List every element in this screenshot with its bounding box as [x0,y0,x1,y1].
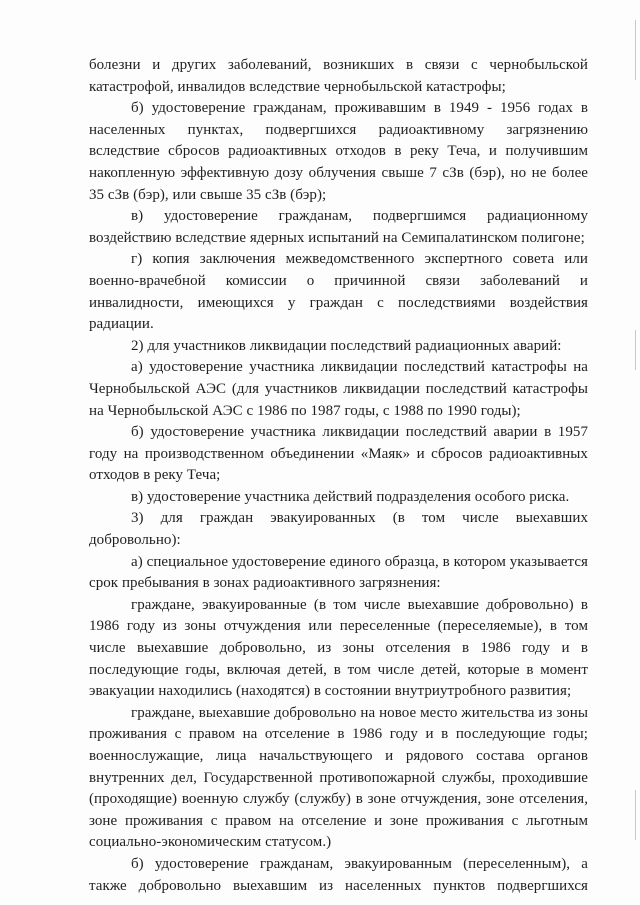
paragraph-section-3-heading: 3) для граждан эвакуированных (в том числе выехавших добровольно): [89,510,588,549]
paragraph-section-2-heading: 2) для участников ликвидации последствий радиационных аварий: [131,337,562,354]
paragraph-item-a-chernobyl: а) удостоверение участника ликвидации последствий катастрофы на Чернобыльской АЭС (для участников ликвидации последствий катастрофы на Чернобыльской АЭС с 1986 по 1987 годы, с 1988 по 1990 годы); [89,359,588,419]
paragraph-item-b-evacuated-certificate: б) удостоверение гражданам, эвакуированным (переселенным), а также добровольно выехавшим из населенных пунктов подвергшихся [89,855,588,894]
scan-edge-mark [635,790,636,840]
paragraph-item-b-mayak: б) удостоверение участника ликвидации последствий аварии в 1957 году на производственном объединении «Маяк» и сбросов радиоактивных отходов в реку Теча; [89,424,588,484]
paragraph-item-g-expert-council: г) копия заключения межведомственного экспертного совета или военно-врачебной комиссии о причинной связи заболеваний и инвалидности, имеющихся у граждан с последствиями воздействия радиации. [89,251,588,333]
paragraph-continuation: болезни и других заболеваний, возникших в связи с чернобыльской катастрофой, инвалидов вследствие чернобыльской катастрофы; [89,57,588,95]
paragraph-item-a-special-certificate: а) специальное удостоверение единого образца, в котором указывается срок пребывания в зонах радиоактивного загрязнения: [89,553,588,592]
paragraph-item-v-semipalatinsk: в) удостоверение гражданам, подвергшимся радиационному воздействию вследствие ядерных испытаний на Семипалатинском полигоне; [89,208,588,246]
paragraph-item-b-techa: б) удостоверение гражданам, проживавшим в 1949 - 1956 годах в населенных пунктах, подвергшихся радиоактивному загрязнению вследствие сбросов радиоактивных отходов в реку Теча, и получившим накопленную эффективную дозу облучения свыше 7 сЗв (бэр), но не более 35 сЗв (бэр), или свыше 35 сЗв (бэр); [89,100,588,203]
paragraph-evacuated-citizens: граждане, эвакуированные (в том числе выехавшие добровольно) в 1986 году из зоны отчуждения или переселенные (переселяемые), в том числе выехавшие добровольно, из зоны отселения в 1986 году и в последующие годы, включая детей, в том числе детей, которые в момент эвакуации находились (находятся) в состоянии внутриутробного развития; [89,596,588,700]
paragraph-voluntary-departure: граждане, выехавшие добровольно на новое место жительства из зоны проживания с правом на отселение в 1986 году и в последующие годы; военнослужащие, лица начальствующего и рядового состава органов внутренних дел, Государственной противопожарной службы, проходившие (проходящие) военную службу (службу) в зоне отчуждения, зоне отселения, зоне проживания с правом на отселение и зоне проживания с льготным социально-экономическим статусом.) [89,704,588,851]
paragraph-item-v-special-risk: в) удостоверение участника действий подразделения особого риска. [131,488,570,505]
scan-edge-mark [635,20,636,80]
scan-edge-mark [635,330,636,370]
